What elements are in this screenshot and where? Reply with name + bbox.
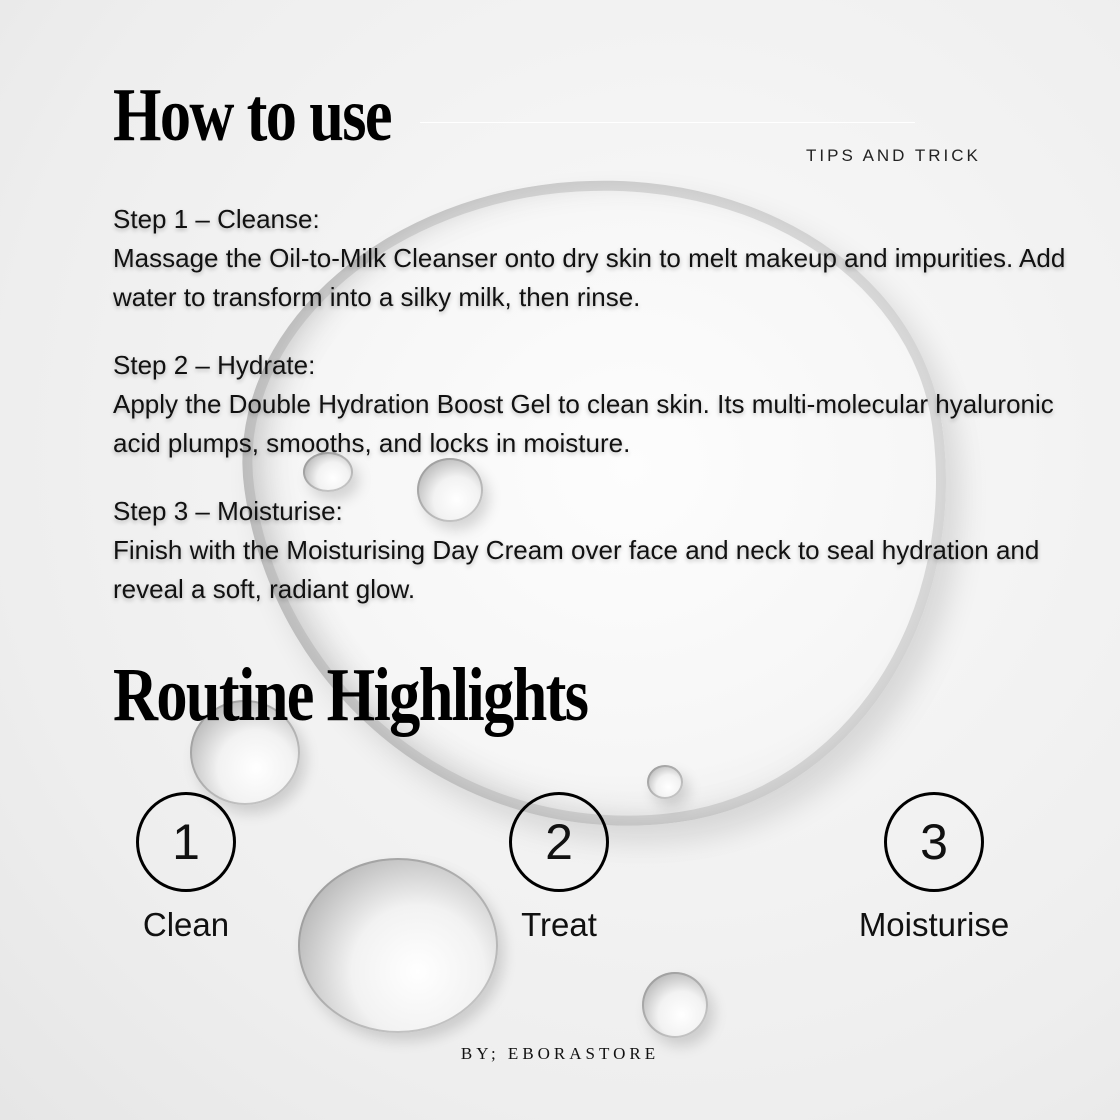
- divider: [420, 122, 915, 123]
- number-circle: 3: [884, 792, 984, 892]
- step-heading: Step 3 – Moisturise:: [113, 496, 343, 526]
- highlight-item: [86, 792, 286, 944]
- footer-credit: BY; EBORASTORE: [460, 1044, 660, 1063]
- step-body: Massage the Oil-to-Milk Cleanser onto dry skin to melt makeup and impurities. Add water to transform into a silky milk, then rinse.: [113, 243, 1066, 312]
- step-item: [113, 200, 1073, 317]
- highlight-label: Moisturise: [858, 906, 1010, 943]
- step-item: [113, 492, 1073, 609]
- subtitle: TIPS AND TRICK: [806, 146, 981, 165]
- step-item: [113, 346, 1073, 463]
- highlight-item: [459, 792, 659, 944]
- water-drop-image: [642, 972, 708, 1038]
- section-title: Routine Highlights: [113, 653, 588, 737]
- step-body: Finish with the Moisturising Day Cream over face and neck to seal hydration and reveal a soft, radiant glow.: [113, 535, 1040, 604]
- step-heading: Step 2 – Hydrate:: [113, 350, 316, 380]
- step-body: Apply the Double Hydration Boost Gel to clean skin. Its multi-molecular hyaluronic acid plumps, smooths, and locks in moisture.: [113, 389, 1054, 458]
- number-circle: 2: [509, 792, 609, 892]
- page-title: How to use: [113, 73, 391, 157]
- number-circle: 1: [136, 792, 236, 892]
- highlight-item: [834, 792, 1034, 944]
- steps-list: [113, 200, 1073, 638]
- highlight-label: Clean: [142, 906, 230, 943]
- highlight-label: Treat: [521, 906, 597, 943]
- step-heading: Step 1 – Cleanse:: [113, 204, 320, 234]
